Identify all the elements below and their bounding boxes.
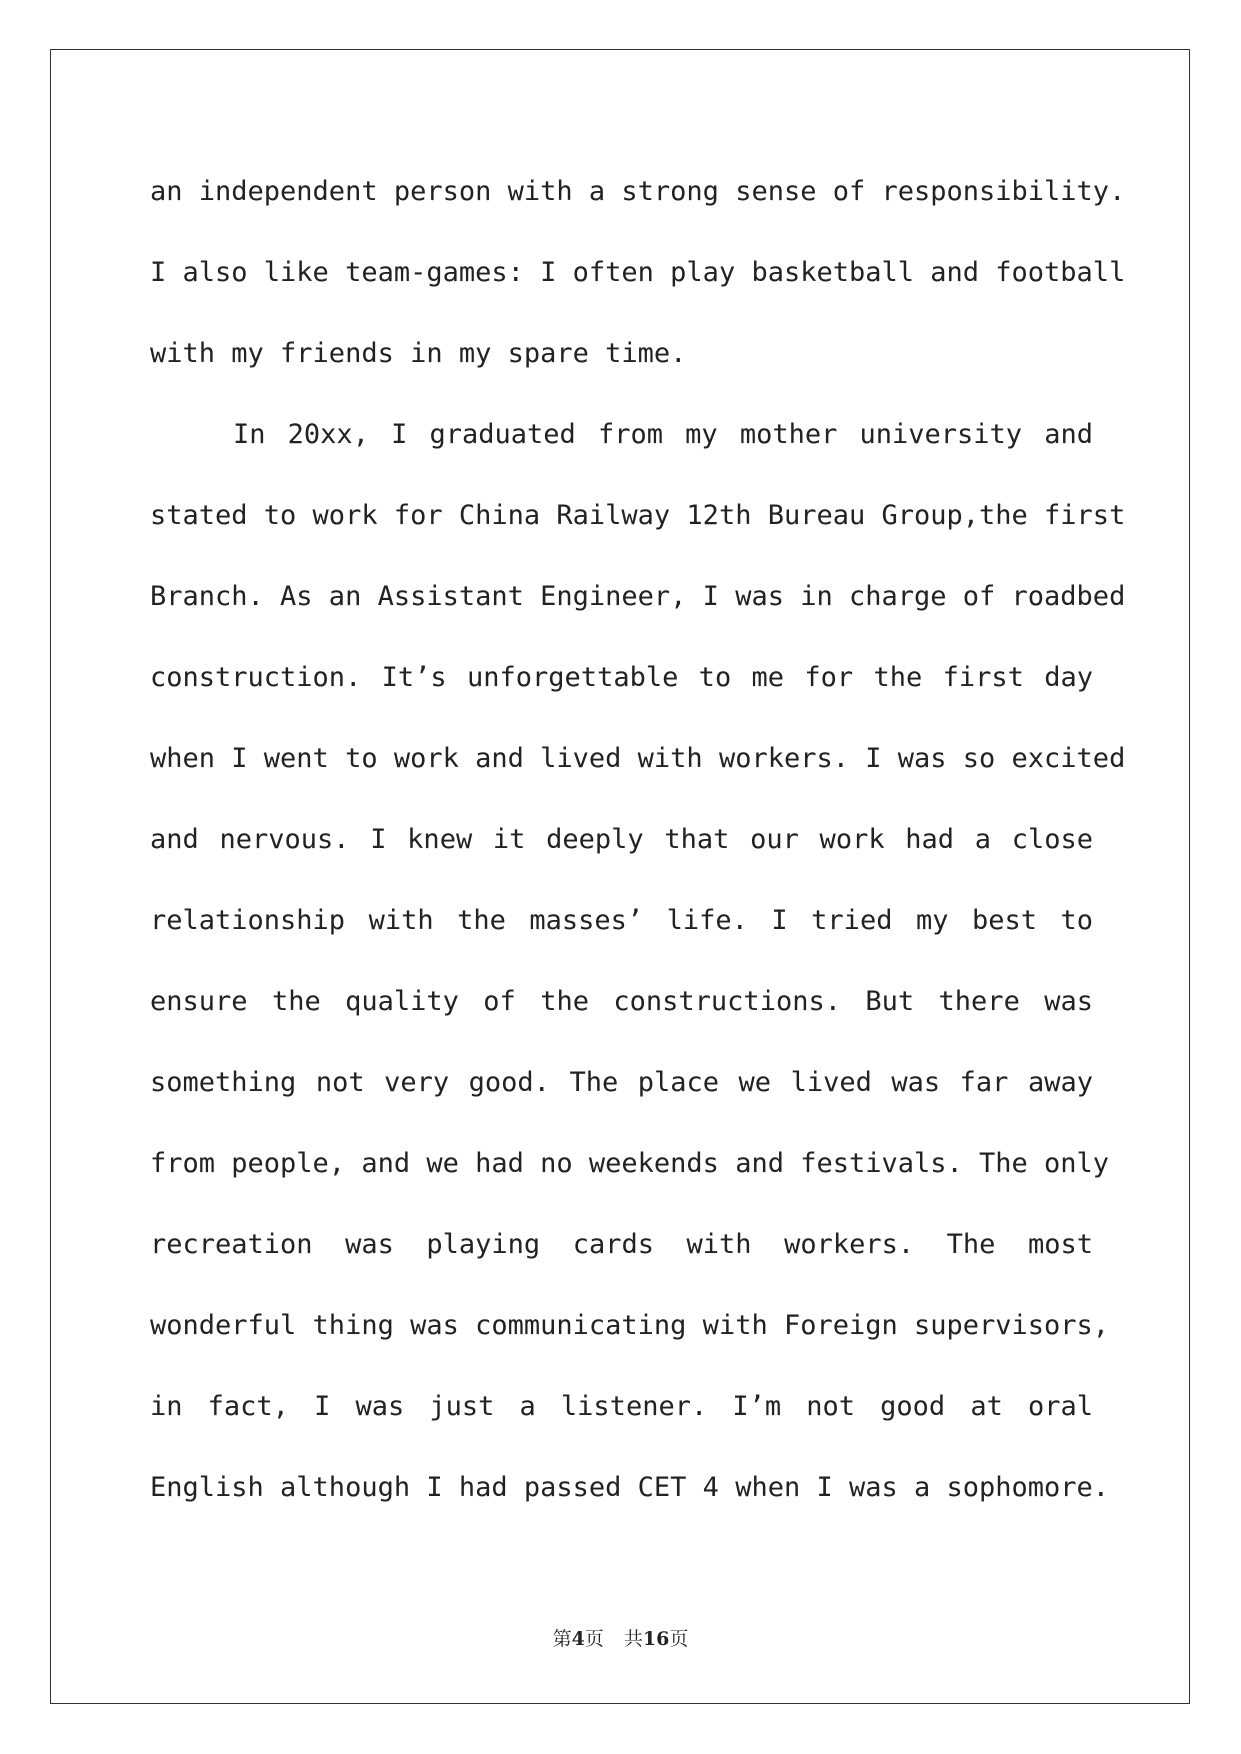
text-line: ensure the quality of the constructions. But there was — [150, 986, 1093, 1017]
page-total-suffix: 页 — [669, 1628, 689, 1650]
text-line: recreation was playing cards with workers. The most — [150, 1229, 1093, 1260]
text-line: I also like team-games: I often play basketball and football — [150, 257, 1126, 288]
text-line: something not very good. The place we lived was far away — [150, 1067, 1093, 1098]
text-line: and nervous. I knew it deeply that our work had a close — [150, 824, 1093, 855]
text-line: Branch. As an Assistant Engineer, I was in charge of roadbed — [150, 581, 1126, 612]
text-line: an independent person with a strong sense of responsibility. — [150, 176, 1126, 207]
text-line: construction. It’s unforgettable to me for the first day — [150, 662, 1093, 693]
text-line: stated to work for China Railway 12th Bureau Group,the first — [150, 500, 1126, 531]
text-line: when I went to work and lived with workers. I was so excited — [150, 743, 1126, 774]
text-line: relationship with the masses’ life. I tried my best to — [150, 905, 1093, 936]
page-total-count: 16 — [642, 1628, 670, 1650]
text-line-paragraph-start: In 20xx, I graduated from my mother university and — [233, 419, 1093, 450]
text-line: English although I had passed CET 4 when I was a sophomore. — [150, 1472, 1110, 1503]
text-line: wonderful thing was communicating with Foreign supervisors, — [150, 1310, 1110, 1341]
page-number-current: 4 — [571, 1628, 585, 1650]
text-line: with my friends in my spare time. — [150, 338, 687, 369]
page-total-prefix: 共 — [623, 1628, 643, 1650]
page-number-prefix: 第 — [552, 1628, 572, 1650]
page-border — [50, 49, 1190, 1704]
text-line: from people, and we had no weekends and festivals. The only — [150, 1148, 1110, 1179]
page-footer — [0, 1626, 1241, 1652]
text-line: in fact, I was just a listener. I’m not good at oral — [150, 1391, 1093, 1422]
page-number-suffix: 页 — [584, 1628, 604, 1650]
